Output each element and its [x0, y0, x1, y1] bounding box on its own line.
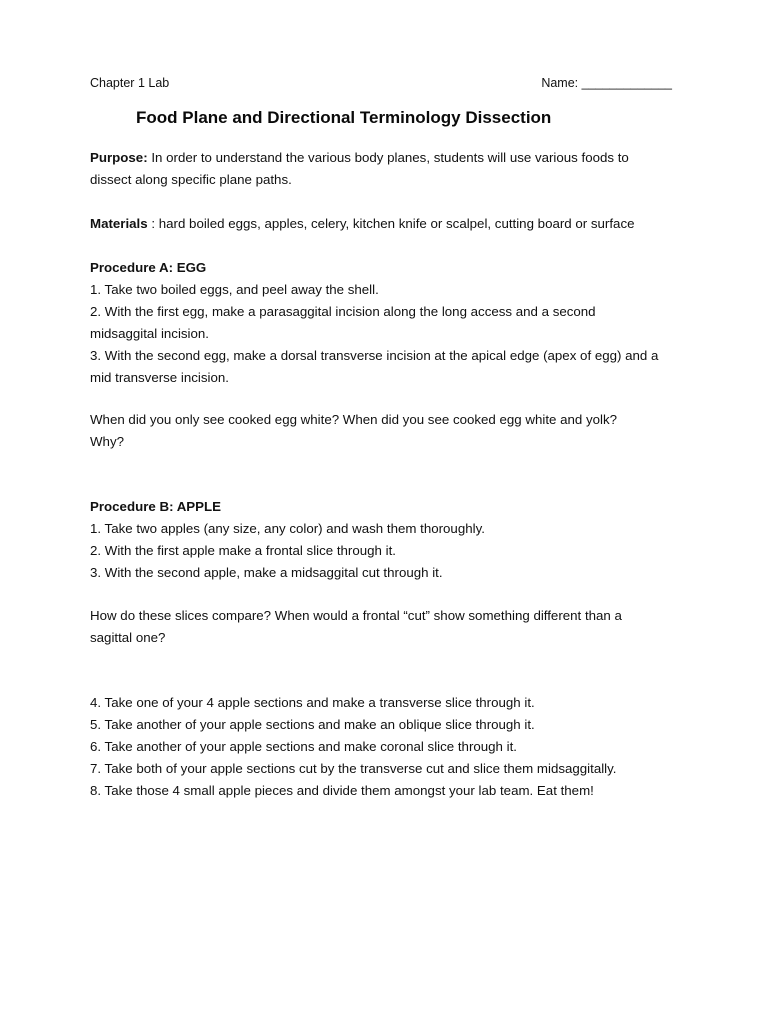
procedure-a-line: mid transverse incision. [90, 370, 229, 385]
procedure-b-more-steps [90, 692, 680, 802]
procedure-a-steps [90, 279, 680, 389]
question-line: Why? [90, 434, 124, 449]
purpose-label: Purpose: [90, 150, 148, 165]
procedure-a-line: 3. With the second egg, make a dorsal transverse incision at the apical edge (apex of egg) and a [90, 348, 659, 363]
purpose-text-1: In order to understand the various body planes, students will use various foods to [147, 150, 629, 165]
procedure-b-line: 1. Take two apples (any size, any color) and wash them thoroughly. [90, 521, 485, 536]
procedure-b-more-line: 5. Take another of your apple sections and make an oblique slice through it. [90, 717, 535, 732]
name-field: Name: _____________ [541, 76, 672, 90]
procedure-b-heading: Procedure B: APPLE [90, 499, 222, 514]
procedure-b-additional-steps [90, 692, 680, 802]
procedure-b-more-line: 6. Take another of your apple sections and make coronal slice through it. [90, 739, 517, 754]
procedure-a-line: 2. With the first egg, make a parasaggital incision along the long access and a second [90, 304, 596, 319]
procedure-b-question [90, 605, 680, 649]
procedure-a-heading: Procedure A: EGG [90, 260, 207, 275]
materials-line [90, 213, 680, 235]
procedure-b-line: 2. With the first apple make a frontal slice through it. [90, 543, 396, 558]
purpose-line-2: dissect along specific plane paths. [90, 172, 292, 187]
procedure-a-section [90, 257, 680, 389]
procedure-b-more-line: 4. Take one of your 4 apple sections and make a transverse slice through it. [90, 695, 535, 710]
procedure-b-steps [90, 518, 680, 584]
procedure-a-line: 1. Take two boiled eggs, and peel away the shell. [90, 282, 379, 297]
materials-text: : hard boiled eggs, apples, celery, kitchen knife or scalpel, cutting board or surface [147, 216, 635, 231]
procedure-b-more-line: 8. Take those 4 small apple pieces and divide them amongst your lab team. Eat them! [90, 783, 594, 798]
question-line: When did you only see cooked egg white? When did you see cooked egg white and yolk? [90, 412, 618, 427]
procedure-b-more-line: 7. Take both of your apple sections cut by the transverse cut and slice them midsaggitally. [90, 761, 617, 776]
question-line: sagittal one? [90, 630, 166, 645]
page-header [90, 76, 672, 92]
procedure-a-line: midsaggital incision. [90, 326, 209, 341]
chapter-label: Chapter 1 Lab [90, 76, 170, 90]
question-line: How do these slices compare? When would a frontal “cut” show something different than a [90, 608, 622, 623]
materials-section [90, 213, 680, 235]
purpose-section [90, 147, 680, 191]
procedure-b-line: 3. With the second apple, make a midsaggital cut through it. [90, 565, 443, 580]
procedure-a-question [90, 409, 680, 453]
purpose-line-1 [90, 147, 680, 169]
materials-label: Materials [90, 216, 148, 231]
procedure-b-section [90, 496, 680, 584]
document-title: Food Plane and Directional Terminology Dissection [136, 108, 552, 127]
